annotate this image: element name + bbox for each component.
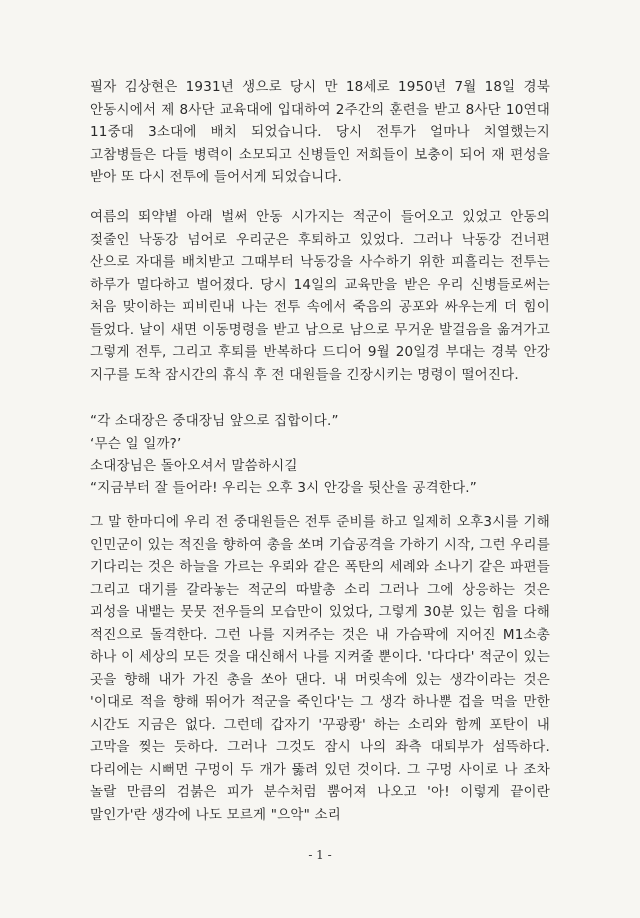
dialogue-line: 소대장님은 돌아오셔서 말씀하시길: [90, 458, 298, 474]
dialogue-line: “지금부터 잘 들어라! 우리는 오후 3시 안강을 뒷산을 공격한다.”: [90, 480, 477, 496]
page-number: - 1 -: [308, 848, 332, 862]
paragraph-retreat: 여름의 뙤약볕 아래 벌써 안동 시가지는 적군이 들어오고 있었고 안동의 젖줄인 낙동강 넘어로 우리군은 후퇴하고 있었다. 그러나 낙동강 건너편 산으로 자대를 배치받고 그때부터 낙동강을 사수하기 위한 피흘리는 전투는 하루가 멀다하고 벌어졌다. 당시 14일의 교육만을 받은 우리 신병들로써는 처음 맞이하는 피비린내 나는 전투 속에서 죽음의 공포와 싸우는게 더 힘이 들었다. 날이 새면 이동명령을 받고 남으로 남으로 무거운 발걸음을 옮겨가고 그렇게 전투, 그리고 후퇴를 반복하다 드디어 9월 20일경 부대는 경북 안강 지구를 도착 잠시간의 휴식 후 전 대원들을 긴장시키는 명령이 떨어진다.: [90, 209, 550, 383]
paragraph-intro: 필자 김상현은 1931년 생으로 당시 만 18세로 1950년 7월 18일 경북 안동시에서 제 8사단 교육대에 입대하여 2주간의 훈련을 받고 8사단 10연대 11중대 3소대에 배치 되었습니다. 당시 전투가 얼마나 치열했는지 고참병들은 다들 병력이 소모되고 신병들인 저희들이 보충이 되어 재 편성을 받아 또 다시 전투에 들어서게 되었습니다.: [90, 79, 550, 185]
paragraph-attack: 그 말 한마디에 우리 전 중대원들은 전투 준비를 하고 일제히 오후3시를 기해 인민군이 있는 적진을 향하여 총을 쏘며 기습공격을 가하기 시작, 그런 우리를 기다리는 것은 하늘을 가르는 우뢰와 같은 폭탄의 세례와 소나기 같은 파편들 그리고 대기를 갈라놓는 적군의 따발총 소리 그러나 그에 상응하는 것은 괴성을 내뱉는 뭇뭇 전우들의 모습만이 있었다, 그렇게 30분 있는 힘을 다해 적진으로 돌격한다. 그런 나를 지켜주는 것은 내 가슴팍에 지어진 M1소총 하나 이 세상의 모든 것을 대신해서 나를 지켜줄 뿐이다. '다다다' 적군이 있는 곳을 향해 내가 가진 총을 쏘아 댄다. 내 머릿속에 있는 생각이라는 것은 '이대로 적을 향해 뛰어가 적군을 죽인다'는 그 생각 하나뿐 겁을 먹을 만한 시간도 지금은 없다. 그런데 갑자기 '꾸광쾅' 하는 소리와 함께 포탄이 내 고막을 찢는 듯하다. 그러나 그것도 잠시 나의 좌측 대퇴부가 섬뜩하다. 다리에는 시뻐먼 구멍이 두 개가 뚫려 있던 것이다. 그 구멍 사이로 나 조차 놀랄 만큼의 검붉은 피가 분수처럼 뿜어져 나오고 '아! 이렇게 끝이란 말인가'란 생각에 나도 모르게 "으악" 소리: [90, 514, 550, 823]
dialogue-line: “각 소대장은 중대장님 앞으로 집합이다.”: [90, 413, 339, 429]
dialogue-line: ‘무슨 일 일까?’: [90, 436, 182, 452]
